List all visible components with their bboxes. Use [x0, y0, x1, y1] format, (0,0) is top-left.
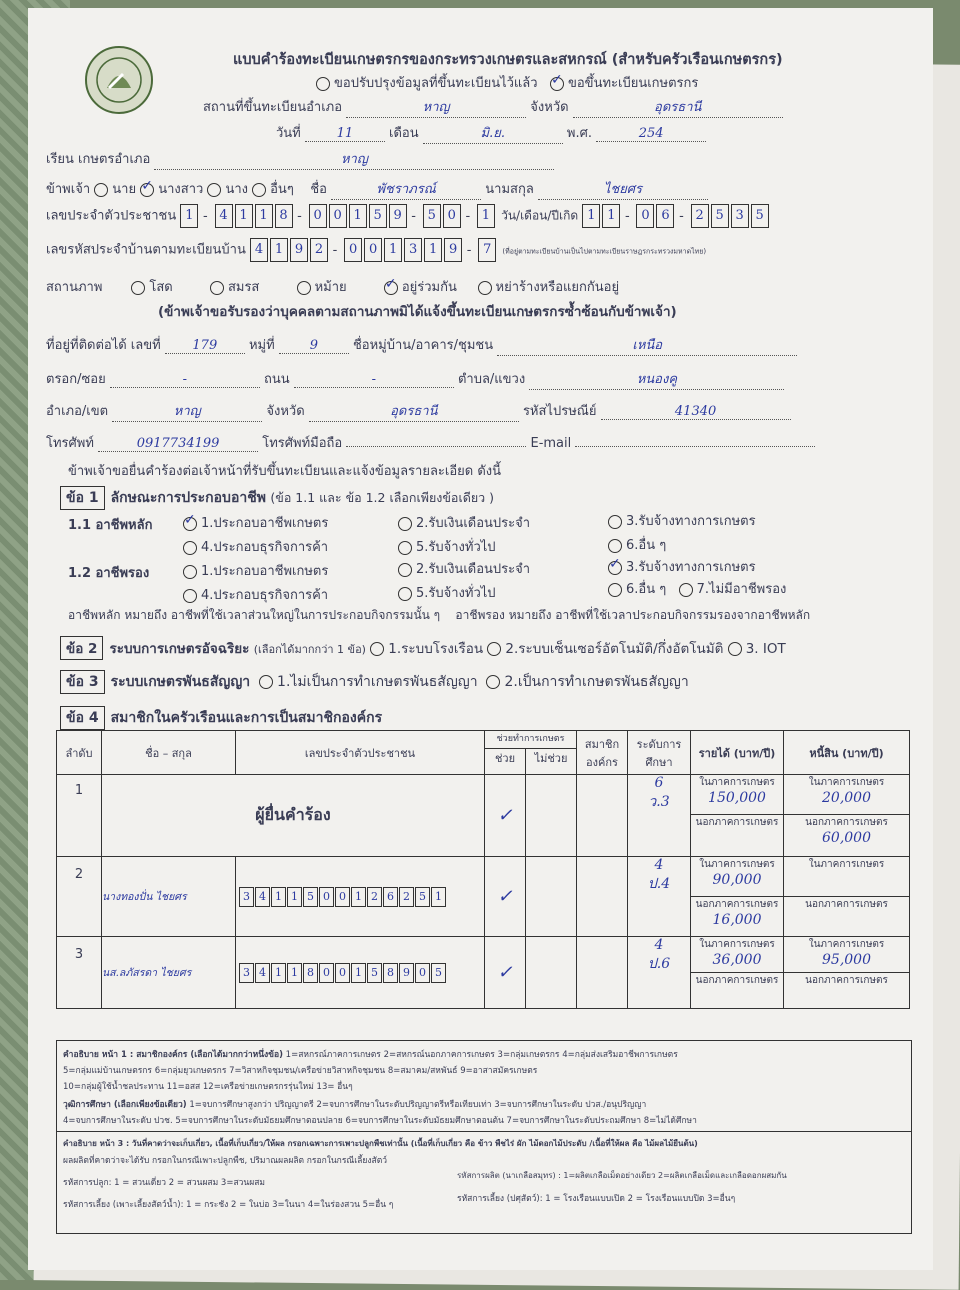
- id-digit: 1: [287, 887, 302, 907]
- form-title: แบบคำร้องทะเบียนเกษตรกรของกระทรวงเกษตรและสหกรณ์ (สำหรับครัวเรือนเกษตรกร): [233, 52, 783, 68]
- section1-hint: (ข้อ 1.1 และ ข้อ 1.2 เลือกเพียงข้อเดียว ): [270, 490, 495, 505]
- section2-hint: (เลือกได้มากกว่า 1 ข้อ): [253, 643, 366, 656]
- id-digit: 5: [415, 887, 430, 907]
- out-agri-label: นอกภาคการเกษตร: [805, 975, 888, 986]
- col-help: ช่วยทำการเกษตร: [485, 731, 577, 749]
- title-mrs: นาง: [225, 182, 248, 197]
- contract-opt2-radio[interactable]: [486, 675, 500, 689]
- section3-title: ระบบเกษตรพันธสัญญา: [110, 674, 251, 690]
- org-line1: 1=สหกรณ์ภาคการเกษตร 2=สหกรณ์นอกภาคการเกษตร 3=กลุ่มเกษตรกร 4=กลุ่มส่งเสริมอาชีพการเกษตร: [285, 1050, 678, 1060]
- id-digit: 0: [329, 204, 347, 228]
- row-income-out[interactable]: [691, 897, 784, 937]
- province-value[interactable]: อุดรธานี: [573, 96, 783, 118]
- row-member[interactable]: [577, 775, 628, 857]
- id-digit: 9: [389, 204, 407, 228]
- main-opt5-radio[interactable]: [398, 541, 412, 555]
- p3-line2: รหัสการปลูก: 1 = สวนเดี่ยว 2 = สวนผสม 3=สวนผสม: [63, 1178, 265, 1188]
- moo-label: หมู่ที่: [248, 338, 275, 353]
- house-digit: 1: [384, 238, 402, 262]
- contract-opt1-radio[interactable]: [259, 675, 273, 689]
- month-value[interactable]: มิ.ย.: [423, 122, 563, 144]
- day-value[interactable]: 11: [305, 126, 385, 142]
- sub-job-label: 1.2 อาชีพรอง: [68, 566, 150, 581]
- tambon-value[interactable]: หนองคู: [529, 368, 784, 390]
- name-label: ชื่อ: [310, 182, 327, 197]
- row-income-in[interactable]: [691, 775, 784, 815]
- col-help-yes: ช่วย: [485, 749, 526, 775]
- id-digit: 0: [335, 963, 350, 983]
- row-income-out[interactable]: [691, 815, 784, 857]
- main-opt2-radio[interactable]: [398, 517, 412, 531]
- name-value[interactable]: พัชราภรณ์: [331, 178, 481, 200]
- surname-label: นามสกุล: [485, 182, 534, 197]
- row-edu[interactable]: [628, 937, 691, 1009]
- row-debt-in[interactable]: [784, 775, 910, 815]
- dob-digit: 1: [602, 204, 620, 228]
- title-other: อื่นๆ: [270, 182, 294, 197]
- to-value[interactable]: หาญ: [154, 148, 554, 170]
- row-no: 3: [57, 937, 102, 1009]
- dob-digit: 3: [731, 204, 749, 228]
- id-boxes[interactable]: 1 - 4 1 1 8 - 0 0 1 5 9 - 5 0 - 1: [180, 209, 501, 224]
- p3-line3: รหัสการผลิต (นาเกลือสมุทร) : 1=ผลิตเกลือเม็ดอย่างเดียว 2=ผลิตเกลือเม็ดและเกลือดอกผสมกัน: [457, 1171, 787, 1180]
- id-digit: 0: [309, 204, 327, 228]
- phone-value[interactable]: 0917734199: [98, 436, 258, 452]
- id-digit: 8: [275, 204, 293, 228]
- id-digit: 6: [383, 887, 398, 907]
- dob-digit: 6: [656, 204, 674, 228]
- addr-province-value[interactable]: อุดรธานี: [309, 400, 519, 422]
- sub-opt3: 3.รับจ้างทางการเกษตร: [626, 560, 756, 575]
- row-id-boxes[interactable]: [236, 857, 485, 937]
- province-label: จังหวัด: [530, 100, 569, 115]
- sub-opt4-radio[interactable]: [183, 589, 197, 603]
- row-income-in[interactable]: [691, 937, 784, 973]
- col-edu: ระดับการศึกษา: [628, 731, 691, 775]
- ministry-logo: [83, 44, 155, 116]
- org-line2: 5=กลุ่มแม่บ้านเกษตรกร 6=กลุ่มยุวเกษตรกร 7=วิสาหกิจชุมชน/เครือข่ายวิสาหกิจชุมชน 8=สมาคม/สหพันธ์ 9=อาสาสมัครเกษตร: [63, 1066, 538, 1076]
- dob-digit: 0: [636, 204, 654, 228]
- row-member-name[interactable]: นางทองปั่น ไชยศร: [102, 857, 236, 937]
- status-single: โสด: [149, 280, 173, 295]
- road-value[interactable]: -: [294, 372, 454, 388]
- id-digit: 4: [215, 204, 233, 228]
- out-agri-label: นอกภาคการเกษตร: [805, 817, 888, 828]
- id-digit: 0: [319, 887, 334, 907]
- dob-digit: 2: [691, 204, 709, 228]
- sub-opt3-radio[interactable]: [608, 561, 622, 575]
- house-code-boxes[interactable]: 4 1 9 2 - 0 0 1 3 1 9 - 7: [250, 243, 502, 258]
- title-miss: นางสาว: [158, 182, 204, 197]
- mobile-value[interactable]: [346, 446, 526, 447]
- org-line3: 10=กลุ่มผู้ใช้น้ำชลประทาน 11=อสส 12=เครือข่ายเกษตรกรรุ่นใหม่ 13= อื่นๆ: [63, 1082, 353, 1092]
- house-digit: 1: [424, 238, 442, 262]
- table-row: [57, 937, 910, 973]
- day-label: วันที่: [276, 126, 301, 141]
- col-debt: หนี้สิน (บาท/ปี): [784, 731, 910, 775]
- sub-opt7: 7.ไม่มีอาชีพรอง: [696, 582, 787, 597]
- id-digit: 1: [349, 204, 367, 228]
- id-digit: 8: [383, 963, 398, 983]
- row-no: 2: [57, 857, 102, 937]
- edu-title: วุฒิการศึกษา (เลือกเพียงข้อเดียว): [63, 1100, 187, 1110]
- row-member[interactable]: [577, 937, 628, 1009]
- id-label: เลขประจำตัวประชาชน: [46, 208, 177, 224]
- amphoe-label: อำเภอ/เขต: [46, 404, 109, 419]
- out-agri-label: นอกภาคการเกษตร: [695, 899, 779, 910]
- main-opt6: 6.อื่น ๆ: [626, 538, 667, 553]
- form-sheet: [28, 8, 933, 1270]
- income-in-value: 90,000: [712, 872, 762, 888]
- village-label: ชื่อหมู่บ้าน/อาคาร/ชุมชน: [352, 338, 494, 353]
- row-edu-code: 4: [654, 937, 664, 953]
- place-label: สถานที่ขึ้นทะเบียนอำเภอ: [203, 100, 343, 115]
- p3-title: คำอธิบาย หน้า 3 : วันที่คาดว่าจะเก็บเกี่ยว, เนื้อที่เก็บเกี่ยว/ให้ผล กรอกเฉพาะการเพาะปลูกพืชเท่านั้น (เนื้อที่เก็บเกี่ยว คือ ข้าว พืชไร่ ผัก ไม้ดอกไม้ประดับ /เนื้อที่ให้ผล คือ ไม้ผลไม้ยืนต้น): [63, 1139, 698, 1148]
- status-divorced-radio[interactable]: [478, 281, 492, 295]
- row-help-check[interactable]: ✓: [485, 857, 526, 937]
- main-opt4: 4.ประกอบธุรกิจการค้า: [201, 540, 329, 555]
- status-married: สมรส: [227, 280, 260, 295]
- dob-digit: 5: [751, 204, 769, 228]
- moo-value[interactable]: 9: [279, 338, 349, 354]
- phone-label: โทรศัพท์: [46, 436, 94, 451]
- id-digit: 1: [271, 887, 286, 907]
- debt-out-value: 60,000: [822, 830, 871, 846]
- org-title: คำอธิบาย หน้า 1 : สมาชิกองค์กร (เลือกได้มากกว่าหนึ่งข้อ): [63, 1050, 283, 1060]
- dob-digit: 5: [711, 204, 729, 228]
- id-digit: 1: [351, 963, 366, 983]
- main-opt6-radio[interactable]: [608, 539, 622, 553]
- id-digit: 1: [477, 204, 495, 228]
- main-opt3: 3.รับจ้างทางการเกษตร: [626, 514, 756, 529]
- row-member-name[interactable]: นส.ลภัสรดา ไชยศร: [102, 937, 236, 1009]
- title-mrs-radio[interactable]: [207, 183, 221, 197]
- house-digit: 2: [310, 238, 328, 262]
- month-label: เดือน: [389, 126, 419, 141]
- village-value[interactable]: เหนือ: [497, 334, 797, 356]
- id-digit: 0: [415, 963, 430, 983]
- row-help-check[interactable]: ✓: [485, 937, 526, 1009]
- addr-no-value[interactable]: 179: [165, 338, 245, 354]
- contract-opt2: 2.เป็นการทำเกษตรพันธสัญญา: [504, 674, 689, 690]
- update-radio[interactable]: [316, 77, 330, 91]
- house-digit: 9: [290, 238, 308, 262]
- row-help-no[interactable]: [526, 937, 577, 1009]
- in-agri-label: ในภาคการเกษตร: [808, 859, 885, 870]
- main-opt4-radio[interactable]: [183, 541, 197, 555]
- house-digit: 0: [364, 238, 382, 262]
- house-code-label: เลขรหัสประจำบ้านตามทะเบียนบ้าน: [46, 242, 246, 258]
- request-text: ข้าพเจ้าขอยื่นคำร้องต่อเจ้าหน้าที่รับขึ้นทะเบียนและแจ้งข้อมูลรายละเอียด ดังนี้: [68, 464, 502, 479]
- id-digit: 2: [367, 887, 382, 907]
- row-edu[interactable]: [628, 775, 691, 857]
- row-income-out[interactable]: [691, 973, 784, 1009]
- house-note: (ที่อยู่ตามทะเบียนบ้านเป็นไปตามทะเบียนราษฎรกระทรวงมหาดไทย): [502, 247, 707, 256]
- to-label: เรียน เกษตรอำเภอ: [46, 152, 151, 167]
- smart-opt2: 2.ระบบเซ็นเซอร์อัตโนมัติ/กึ่งอัตโนมัติ: [505, 641, 724, 657]
- main-opt1-radio[interactable]: [183, 517, 197, 531]
- edu-line2: 4=จบการศึกษาในระดับ ปวช. 5=จบการศึกษาในระดับมัธยมศึกษาตอนปลาย 6=จบการศึกษาในระดับมัธยมศึกษาตอนต้น 7=จบการศึกษาในระดับประถมศึกษา 8=ไม่ได้ศึกษา: [63, 1116, 697, 1126]
- sub-opt1-radio[interactable]: [183, 565, 197, 579]
- sub-opt1: 1.ประกอบอาชีพเกษตร: [201, 564, 329, 579]
- sub-opt2: 2.รับเงินเดือนประจำ: [416, 562, 531, 577]
- main-opt1: 1.ประกอบอาชีพเกษตร: [201, 516, 329, 531]
- title-mr: นาย: [112, 182, 137, 197]
- section3-tag: ข้อ 3: [60, 670, 105, 694]
- col-id: เลขประจำตัวประชาชน: [236, 731, 485, 775]
- id-digit: 1: [180, 204, 198, 228]
- main-opt2: 2.รับเงินเดือนประจำ: [416, 516, 531, 531]
- place-value[interactable]: หาญ: [346, 96, 526, 118]
- table-row: [57, 857, 910, 897]
- row-edu-text: ป.4: [647, 876, 671, 892]
- row-help-check[interactable]: ✓: [485, 775, 526, 857]
- col-no: ลำดับ: [57, 731, 102, 775]
- debt-in-value: 20,000: [822, 790, 871, 806]
- tambon-label: ตำบล/แขวง: [457, 372, 526, 387]
- id-digit: 4: [255, 963, 270, 983]
- sub-opt7-radio[interactable]: [679, 583, 693, 597]
- id-digit: 5: [369, 204, 387, 228]
- in-agri-label: ในภาคการเกษตร: [808, 777, 885, 788]
- row-income-in[interactable]: [691, 857, 784, 897]
- id-digit: 5: [431, 963, 446, 983]
- email-value[interactable]: [575, 446, 815, 447]
- dob-digit: 1: [582, 204, 600, 228]
- sub-opt6-radio[interactable]: [608, 583, 622, 597]
- house-digit: 7: [478, 238, 496, 262]
- status-widowed-radio[interactable]: [297, 281, 311, 295]
- p3-line4: รหัสการเลี้ยง (เพาะเลี้ยงสัตว์น้ำ): 1 = กระชัง 2 = ในบ่อ 3=ในนา 4=ในร่องสวน 5=อื่น ๆ: [63, 1200, 394, 1210]
- house-digit: 9: [444, 238, 462, 262]
- main-opt3-radio[interactable]: [608, 515, 622, 529]
- house-digit: 1: [270, 238, 288, 262]
- main-job-label: 1.1 อาชีพหลัก: [68, 518, 153, 533]
- smart-opt2-radio[interactable]: [487, 642, 501, 656]
- house-digit: 3: [404, 238, 422, 262]
- title-other-radio[interactable]: [252, 183, 266, 197]
- id-digit: 5: [303, 887, 318, 907]
- income-in-value: 150,000: [708, 790, 766, 806]
- row-edu-text: ป.6: [647, 956, 671, 972]
- table-row: [57, 775, 910, 815]
- out-agri-label: นอกภาคการเกษตร: [805, 899, 888, 910]
- row-help-no[interactable]: [526, 775, 577, 857]
- section2-title: ระบบการเกษตรอัจฉริยะ: [109, 641, 250, 657]
- update-label: ขอปรับปรุงข้อมูลที่ขึ้นทะเบียนไว้แล้ว: [334, 76, 538, 91]
- addr-province-label: จังหวัด: [266, 404, 305, 419]
- house-digit: 0: [344, 238, 362, 262]
- status-label: สถานภาพ: [46, 280, 103, 295]
- in-agri-label: ในภาคการเกษตร: [699, 859, 775, 870]
- out-agri-label: นอกภาคการเกษตร: [695, 817, 779, 828]
- certify-text: (ข้าพเจ้าขอรับรองว่าบุคคลตามสถานภาพมิได้แจ้งขึ้นทะเบียนเกษตรกรซ้ำซ้อนกับข้าพเจ้า): [158, 304, 677, 320]
- members-table: [56, 730, 910, 1009]
- row-debt-in[interactable]: [784, 937, 910, 973]
- id-digit: 0: [443, 204, 461, 228]
- section4-title: สมาชิกในครัวเรือนและการเป็นสมาชิกองค์กร: [110, 710, 383, 726]
- soi-label: ตรอก/ซอย: [46, 372, 106, 387]
- id-digit: 5: [423, 204, 441, 228]
- dob-label: วัน/เดือน/ปีเกิด: [501, 208, 579, 223]
- edu-line1: 1=จบการศึกษาสูงกว่า ปริญญาตรี 2=จบการศึกษาในระดับปริญญาตรีหรือเทียบเท่า 3=จบการศึกษาในระดับ ปวส./อนุปริญญา: [189, 1100, 647, 1110]
- sub-opt5: 5.รับจ้างทั่วไป: [416, 586, 496, 601]
- note-main: อาชีพหลัก หมายถึง อาชีพที่ใช้เวลาส่วนใหญ่ในการประกอบกิจกรรมนั้น ๆ: [68, 608, 441, 622]
- zip-label: รหัสไปรษณีย์: [522, 404, 597, 419]
- email-label: E-mail: [530, 436, 572, 451]
- id-digit: 3: [239, 963, 254, 983]
- smart-opt3-radio[interactable]: [728, 642, 742, 656]
- surname-value[interactable]: ไชยศร: [538, 178, 708, 200]
- mobile-label: โทรศัพท์มือถือ: [262, 436, 343, 451]
- col-income: รายได้ (บาท/ปี): [691, 731, 784, 775]
- id-digit: 1: [271, 963, 286, 983]
- row-help-no[interactable]: [526, 857, 577, 937]
- title-miss-radio[interactable]: [140, 183, 154, 197]
- income-out-value: 16,000: [712, 912, 762, 928]
- section1-title: ลักษณะการประกอบอาชีพ: [110, 490, 266, 506]
- p3-line5: รหัสการเลี้ยง (ปศุสัตว์): 1 = โรงเรือนแบบเปิด 2 = โรงเรือนแบบปิด 3=อื่นๆ: [457, 1194, 736, 1204]
- id-digit: 0: [319, 963, 334, 983]
- smart-opt1: 1.ระบบโรงเรือน: [388, 641, 484, 657]
- i-label: ข้าพเจ้า: [46, 182, 91, 197]
- col-name: ชื่อ – สกุล: [102, 731, 236, 775]
- section2-tag: ข้อ 2: [60, 636, 103, 660]
- income-in-value: 36,000: [712, 952, 762, 968]
- main-opt5: 5.รับจ้างทั่วไป: [416, 540, 496, 555]
- house-digit: 4: [250, 238, 268, 262]
- status-married-radio[interactable]: [210, 281, 224, 295]
- row-debt-out[interactable]: [784, 973, 910, 1009]
- in-agri-label: ในภาคการเกษตร: [699, 939, 775, 950]
- id-digit: 4: [255, 887, 270, 907]
- debt-in-value: 95,000: [822, 952, 871, 968]
- sub-opt5-radio[interactable]: [398, 587, 412, 601]
- row-edu[interactable]: [628, 857, 691, 937]
- row-no: 1: [57, 775, 102, 857]
- year-label: พ.ศ.: [566, 126, 593, 141]
- row-member[interactable]: [577, 857, 628, 937]
- col-member: สมาชิกองค์กร: [577, 731, 628, 775]
- row-debt-in[interactable]: [784, 857, 910, 897]
- sub-opt4: 4.ประกอบธุรกิจการค้า: [201, 588, 329, 603]
- id-digit: 1: [351, 887, 366, 907]
- id-digit: 0: [335, 887, 350, 907]
- smart-opt3: 3. IOT: [745, 641, 786, 657]
- section4-tag: ข้อ 4: [60, 706, 105, 730]
- id-digit: 1: [287, 963, 302, 983]
- status-single-radio[interactable]: [131, 281, 145, 295]
- status-cohabit: อยู่ร่วมกัน: [401, 280, 457, 295]
- row-applicant-name: ผู้ยื่นคำร้อง: [102, 775, 485, 857]
- note-sub: อาชีพรอง หมายถึง อาชีพที่ใช้เวลาประกอบกิจกรรมรองจากอาชีพหลัก: [455, 608, 811, 622]
- id-digit: 1: [431, 887, 446, 907]
- addr-no-label: ที่อยู่ที่ติดต่อได้ เลขที่: [46, 338, 161, 353]
- out-agri-label: นอกภาคการเกษตร: [695, 975, 779, 986]
- status-divorced: หย่าร้างหรือแยกกันอยู่: [495, 280, 620, 295]
- in-agri-label: ในภาคการเกษตร: [808, 939, 885, 950]
- section1-tag: ข้อ 1: [60, 486, 105, 510]
- p3-line1: ผลผลิตที่คาดว่าจะได้รับ กรอกในกรณีเพาะปลูกพืช, ปริมาณผลผลิต กรอกในกรณีเลี้ยงสัตว์: [63, 1156, 387, 1166]
- id-digit: 8: [303, 963, 318, 983]
- zip-value[interactable]: 41340: [601, 404, 791, 420]
- title-mr-radio[interactable]: [94, 183, 108, 197]
- sub-opt2-radio[interactable]: [398, 563, 412, 577]
- register-radio[interactable]: [550, 77, 564, 91]
- soi-value[interactable]: -: [110, 372, 260, 388]
- row-edu-code: 4: [654, 857, 664, 873]
- footer-legend: [56, 1040, 912, 1234]
- sub-opt6: 6.อื่น ๆ: [626, 582, 667, 597]
- register-label: ขอขึ้นทะเบียนเกษตรกร: [567, 76, 699, 91]
- id-digit: 2: [399, 887, 414, 907]
- id-digit: 5: [367, 963, 382, 983]
- smart-opt1-radio[interactable]: [370, 642, 384, 656]
- dob-boxes[interactable]: 1 1 - 0 6 - 2 5 3 5: [582, 209, 770, 224]
- row-debt-out[interactable]: [784, 897, 910, 937]
- status-widowed: หม้าย: [314, 280, 347, 295]
- row-edu-code: 6: [654, 775, 664, 791]
- row-edu-text: ว.3: [648, 794, 670, 810]
- contract-opt1: 1.ไม่เป็นการทำเกษตรพันธสัญญา: [277, 674, 478, 690]
- id-digit: 1: [235, 204, 253, 228]
- col-help-no: ไม่ช่วย: [526, 749, 577, 775]
- id-digit: 3: [239, 887, 254, 907]
- road-label: ถนน: [264, 372, 290, 387]
- id-digit: 1: [255, 204, 273, 228]
- row-debt-out[interactable]: [784, 815, 910, 857]
- row-id-boxes[interactable]: [236, 937, 485, 1009]
- year-value[interactable]: 254: [596, 126, 706, 142]
- id-digit: 9: [399, 963, 414, 983]
- in-agri-label: ในภาคการเกษตร: [699, 777, 775, 788]
- amphoe-value[interactable]: หาญ: [112, 400, 262, 422]
- status-cohabit-radio[interactable]: [384, 281, 398, 295]
